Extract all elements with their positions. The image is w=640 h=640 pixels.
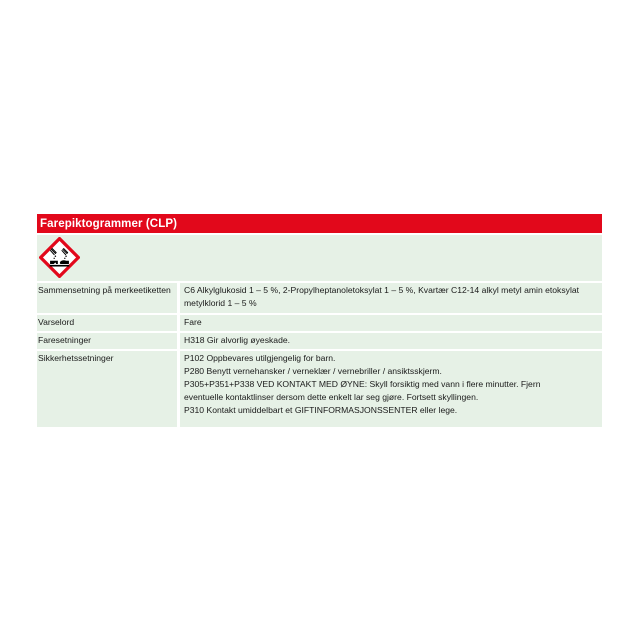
precaution-line: P102 Oppbevares utilgjengelig for barn.: [184, 353, 336, 363]
section-title: Farepiktogrammer (CLP): [40, 217, 178, 230]
signal-word-value: Fare: [180, 315, 602, 331]
composition-row: [37, 283, 602, 313]
signal-word-label: Varselord: [37, 315, 177, 331]
precaution-line: P280 Benytt vernehansker / verneklær / vernebriller / ansiktsskjerm.: [184, 366, 442, 376]
precautionary-statements-label: Sikkerhetssetninger: [37, 351, 177, 427]
signal-word-row: [37, 315, 602, 331]
clp-label-table: [37, 214, 602, 427]
hazard-statements-value: H318 Gir alvorlig øyeskade.: [180, 333, 602, 349]
corrosion-ghs05-icon: [39, 237, 80, 278]
precautionary-statements-value: [180, 351, 602, 427]
precaution-line: P310 Kontakt umiddelbart et GIFTINFORMASJONSSENTER eller lege.: [184, 405, 458, 415]
precaution-line: P305+P351+P338 VED KONTAKT MED ØYNE: Skyll forsiktig med vann i flere minutter. Fjern: [184, 379, 541, 389]
section-header: [37, 214, 602, 233]
hazard-statements-label: Faresetninger: [37, 333, 177, 349]
precautionary-statements-row: [37, 351, 602, 427]
composition-value: C6 Alkylglukosid 1 – 5 %, 2-Propylheptanoletoksylat 1 – 5 %, Kvartær C12-14 alkyl metyl amin etoksylat metylklorid 1 – 5 %: [180, 283, 602, 313]
hazard-statements-row: [37, 333, 602, 349]
composition-label: Sammensetning på merkeetiketten: [37, 283, 177, 313]
precaution-line: eventuelle kontaktlinser dersom dette enkelt lar seg gjøre. Fortsett skyllingen.: [184, 392, 479, 402]
pictogram-row: [37, 235, 602, 281]
